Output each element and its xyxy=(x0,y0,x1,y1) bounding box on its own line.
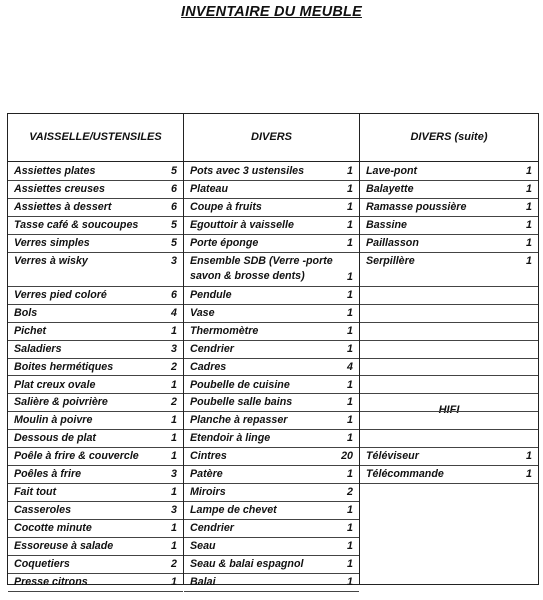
item-quantity: 2 xyxy=(347,486,353,499)
item-label: Fait tout xyxy=(14,486,57,499)
list-item xyxy=(184,430,359,448)
item-quantity: 1 xyxy=(347,218,353,231)
item-quantity: 6 xyxy=(171,182,177,195)
list-item xyxy=(184,538,359,556)
list-item xyxy=(8,502,183,520)
column-header-divers: DIVERS xyxy=(184,114,359,162)
list-item xyxy=(184,253,359,287)
list-item xyxy=(360,466,538,484)
item-label: Poêle à frire & couvercle xyxy=(14,450,139,463)
item-label: Pots avec 3 ustensiles xyxy=(190,165,305,177)
item-quantity: 1 xyxy=(526,165,532,177)
item-label: Seau & balai espagnol xyxy=(190,558,304,570)
list-item xyxy=(184,305,359,323)
item-quantity: 3 xyxy=(171,504,177,517)
item-label: Paillasson xyxy=(366,236,419,249)
list-item xyxy=(360,448,538,466)
list-item xyxy=(360,377,538,395)
item-quantity: 1 xyxy=(526,468,532,481)
item-label: Essoreuse à salade xyxy=(14,540,114,553)
list-item xyxy=(184,574,359,592)
item-label: Verres à wisky xyxy=(14,254,88,267)
list-item xyxy=(184,556,359,574)
item-label: Dessous de plat xyxy=(14,432,96,445)
item-label: Etendoir à linge xyxy=(190,432,271,445)
item-label: Poubelle de cuisine xyxy=(190,378,290,391)
list-item xyxy=(184,466,359,484)
list-item xyxy=(8,359,183,377)
list-item xyxy=(8,412,183,430)
list-item xyxy=(8,377,183,395)
item-quantity: 1 xyxy=(347,432,353,445)
list-item xyxy=(8,305,183,323)
item-label: Téléviseur xyxy=(366,450,419,463)
list-item xyxy=(184,181,359,199)
list-item xyxy=(8,235,183,253)
item-quantity: 1 xyxy=(171,414,177,427)
list-item xyxy=(360,305,538,323)
list-item xyxy=(360,359,538,377)
list-item xyxy=(184,163,359,181)
item-quantity: 1 xyxy=(526,182,532,195)
item-quantity: 3 xyxy=(171,468,177,481)
list-item xyxy=(184,412,359,430)
item-label: Seau xyxy=(190,540,216,553)
list-item xyxy=(184,217,359,235)
section-label-hifi: HIFI xyxy=(438,404,460,416)
list-item xyxy=(360,412,538,430)
item-quantity: 1 xyxy=(526,450,532,463)
list-item xyxy=(8,394,183,412)
item-label: Cadres xyxy=(190,360,227,373)
item-label: Planche à repasser xyxy=(190,414,288,427)
item-quantity: 1 xyxy=(526,236,532,249)
item-quantity: 1 xyxy=(347,324,353,337)
list-item xyxy=(8,484,183,502)
item-label: Plateau xyxy=(190,182,229,195)
item-label: Pichet xyxy=(14,324,47,337)
list-item xyxy=(184,377,359,395)
item-quantity: 20 xyxy=(341,450,353,463)
list-item xyxy=(184,520,359,538)
list-item xyxy=(184,484,359,502)
list-item xyxy=(360,253,538,287)
list-item xyxy=(360,394,538,412)
item-label: Bols xyxy=(14,306,38,319)
list-item xyxy=(8,556,183,574)
item-label: Presse citrons xyxy=(14,575,88,588)
list-item xyxy=(8,253,183,287)
item-quantity: 1 xyxy=(347,575,353,588)
item-quantity: 1 xyxy=(347,182,353,195)
inventory-table xyxy=(7,113,539,588)
item-quantity: 5 xyxy=(171,165,177,177)
item-label: Miroirs xyxy=(190,486,226,499)
item-quantity: 1 xyxy=(347,200,353,213)
item-quantity: 1 xyxy=(347,468,353,481)
item-label: Cintres xyxy=(190,450,227,463)
item-quantity: 1 xyxy=(347,236,353,249)
item-label: Boites hermétiques xyxy=(14,360,114,373)
item-quantity: 1 xyxy=(347,414,353,427)
item-label: Coupe à fruits xyxy=(190,200,262,213)
list-item xyxy=(360,341,538,359)
item-quantity: 1 xyxy=(171,450,177,463)
list-item xyxy=(360,199,538,217)
item-label: Moulin à poivre xyxy=(14,414,93,427)
list-item xyxy=(8,181,183,199)
item-label: Casseroles xyxy=(14,504,72,517)
list-item xyxy=(8,448,183,466)
item-quantity: 4 xyxy=(171,306,177,319)
list-item xyxy=(184,502,359,520)
item-quantity: 5 xyxy=(171,236,177,249)
list-item xyxy=(184,199,359,217)
item-quantity: 1 xyxy=(526,218,532,231)
item-label: Egouttoir à vaisselle xyxy=(190,218,294,231)
item-quantity: 1 xyxy=(347,558,353,570)
list-item xyxy=(184,323,359,341)
item-quantity: 1 xyxy=(526,200,532,213)
list-item xyxy=(8,287,183,305)
list-item xyxy=(360,323,538,341)
item-label: Vase xyxy=(190,306,215,319)
item-label: Thermomètre xyxy=(190,324,259,337)
item-label: Ramasse poussière xyxy=(366,200,467,213)
item-label: Assiettes plates xyxy=(14,165,96,177)
item-quantity: 1 xyxy=(347,165,353,177)
item-label: Balai xyxy=(190,575,216,588)
list-item xyxy=(8,323,183,341)
item-label: Lampe de chevet xyxy=(190,504,277,517)
list-item xyxy=(8,341,183,359)
item-label: Lave-pont xyxy=(366,165,418,177)
item-label: Patère xyxy=(190,468,223,481)
list-item xyxy=(184,341,359,359)
item-quantity: 1 xyxy=(347,522,353,535)
item-quantity: 1 xyxy=(171,540,177,553)
item-label: Balayette xyxy=(366,182,414,195)
item-quantity: 1 xyxy=(171,575,177,588)
item-label: Verres simples xyxy=(14,236,90,249)
list-item xyxy=(8,574,183,592)
item-quantity: 1 xyxy=(171,324,177,337)
item-quantity: 1 xyxy=(347,288,353,301)
item-quantity: 1 xyxy=(171,486,177,499)
item-quantity: 3 xyxy=(171,254,177,267)
item-quantity: 1 xyxy=(526,254,532,267)
item-quantity: 2 xyxy=(171,558,177,570)
column-header-vaisselle: VAISSELLE/USTENSILES xyxy=(8,114,183,162)
list-item xyxy=(184,448,359,466)
list-item xyxy=(8,217,183,235)
item-quantity: 1 xyxy=(347,504,353,517)
list-item xyxy=(8,430,183,448)
column-header-divers-suite: DIVERS (suite) xyxy=(360,114,538,162)
item-label: Coquetiers xyxy=(14,558,70,570)
item-label: Télécommande xyxy=(366,468,444,481)
item-label: Cendrier xyxy=(190,342,234,355)
item-quantity: 6 xyxy=(171,200,177,213)
list-item xyxy=(360,235,538,253)
list-item xyxy=(184,394,359,412)
item-quantity: 1 xyxy=(347,396,353,409)
list-item xyxy=(8,199,183,217)
list-item xyxy=(184,287,359,305)
item-quantity: 1 xyxy=(347,342,353,355)
item-label: Serpillère xyxy=(366,254,415,267)
list-item xyxy=(360,217,538,235)
list-item xyxy=(360,163,538,181)
item-quantity: 3 xyxy=(171,342,177,355)
item-quantity: 5 xyxy=(171,218,177,231)
item-label: Plat creux ovale xyxy=(14,378,96,391)
item-label: Bassine xyxy=(366,218,407,231)
item-label: Saladiers xyxy=(14,342,62,355)
list-item xyxy=(184,235,359,253)
item-label: Pendule xyxy=(190,288,232,301)
item-quantity: 2 xyxy=(171,360,177,373)
item-label: Verres pied coloré xyxy=(14,288,107,301)
item-label: Cocotte minute xyxy=(14,522,92,535)
item-quantity: 4 xyxy=(347,360,353,373)
item-label: Cendrier xyxy=(190,522,234,535)
item-label: Poubelle salle bains xyxy=(190,396,293,409)
item-quantity: 1 xyxy=(347,540,353,553)
page-title: INVENTAIRE DU MEUBLE xyxy=(181,4,362,20)
list-item xyxy=(360,181,538,199)
item-label: Ensemble SDB (Verre -porte savon & brosse dents) xyxy=(190,254,333,282)
item-quantity: 6 xyxy=(171,288,177,301)
item-quantity: 1 xyxy=(347,378,353,391)
item-quantity: 1 xyxy=(347,306,353,319)
item-quantity: 2 xyxy=(171,396,177,409)
item-label: Salière & poivrière xyxy=(14,396,108,409)
item-label: Porte éponge xyxy=(190,236,259,249)
list-item xyxy=(360,287,538,305)
item-label: Assiettes creuses xyxy=(14,182,105,195)
list-item xyxy=(8,538,183,556)
item-label: Poêles à frire xyxy=(14,468,82,481)
list-item xyxy=(184,359,359,377)
item-label: Assiettes à dessert xyxy=(14,200,112,213)
list-item xyxy=(8,520,183,538)
item-label: Tasse café & soucoupes xyxy=(14,218,139,231)
item-quantity: 1 xyxy=(171,432,177,445)
list-item xyxy=(360,430,538,448)
item-quantity: 1 xyxy=(347,270,353,283)
item-quantity: 1 xyxy=(171,378,177,391)
item-quantity: 1 xyxy=(171,522,177,535)
list-item xyxy=(8,466,183,484)
list-item xyxy=(8,163,183,181)
